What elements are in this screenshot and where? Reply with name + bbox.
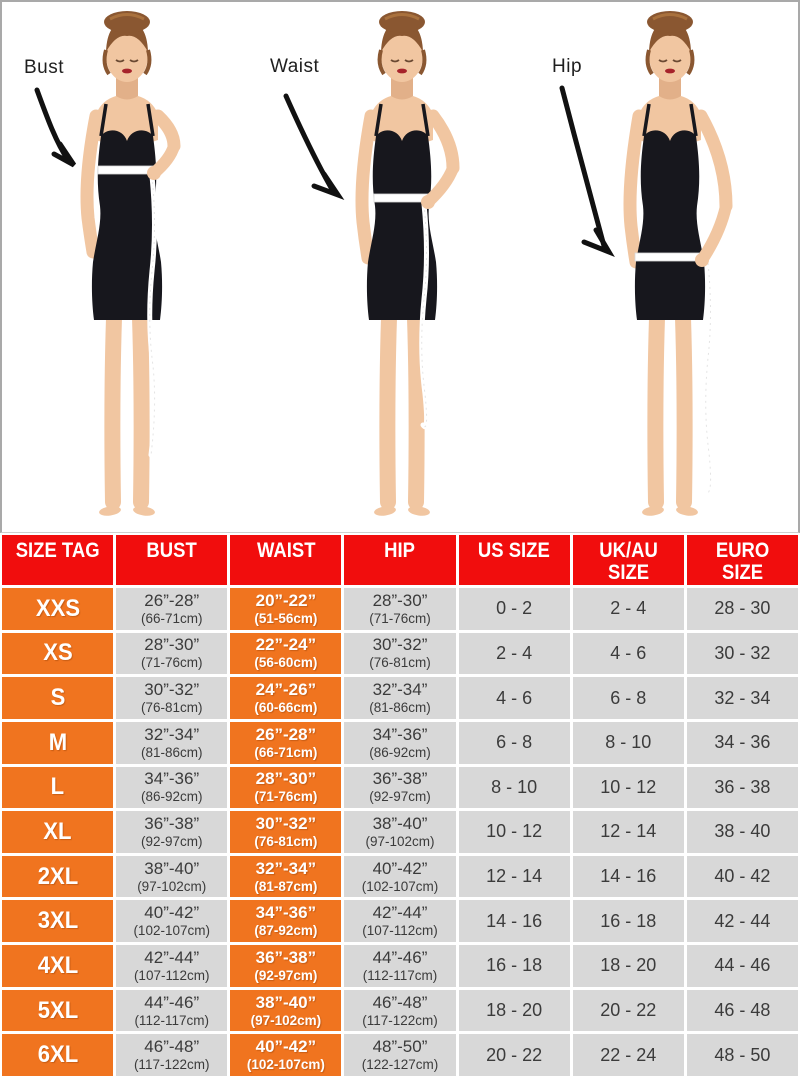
bust-cell: 40”-42” (102-107cm) (116, 900, 227, 942)
euro-size-cell: 46 - 48 (687, 990, 798, 1032)
size-chart-table (0, 533, 800, 1078)
bust-cell: 36”-38” (92-97cm) (116, 811, 227, 853)
waist-cell: 22”-24” (56-60cm) (230, 633, 341, 675)
hip-cell: 34”-36” (86-92cm) (344, 722, 455, 764)
hip-measurement-figure (545, 10, 795, 530)
bust-label: Bust (24, 57, 65, 78)
us-size-cell: 20 - 22 (459, 1034, 570, 1076)
right-leg (140, 318, 142, 502)
bust-cell: 30”-32” (76-81cm) (116, 677, 227, 719)
hip-cell: 48”-50” (122-127cm) (344, 1034, 455, 1076)
uk-au-size-cell: 12 - 14 (573, 811, 684, 853)
hip-cell: 40”-42” (102-107cm) (344, 856, 455, 898)
us-size-cell: 2 - 4 (459, 633, 570, 675)
waist-cell: 28”-30” (71-76cm) (230, 767, 341, 809)
size-tag-cell: XL (2, 811, 113, 853)
hip-cell: 44”-46” (112-117cm) (344, 945, 455, 987)
size-tag-cell: 4XL (2, 945, 113, 987)
hip-cell: 42”-44” (107-112cm) (344, 900, 455, 942)
bust-cell: 34”-36” (86-92cm) (116, 767, 227, 809)
size-tag-cell: L (2, 767, 113, 809)
header-cell-bust: BUST (116, 535, 227, 585)
waist-label: Waist (270, 56, 320, 77)
uk-au-size-cell: 18 - 20 (573, 945, 684, 987)
right-upper-arm (433, 116, 453, 168)
waist-cell: 32”-34” (81-87cm) (230, 856, 341, 898)
bust-cell: 32”-34” (81-86cm) (116, 722, 227, 764)
bust-cell: 26”-28” (66-71cm) (116, 588, 227, 630)
euro-size-cell: 38 - 40 (687, 811, 798, 853)
euro-size-cell: 32 - 34 (687, 677, 798, 719)
left-leg (387, 318, 389, 502)
uk-au-size-cell: 2 - 4 (573, 588, 684, 630)
uk-au-size-cell: 4 - 6 (573, 633, 684, 675)
waist-cell: 30”-32” (76-81cm) (230, 811, 341, 853)
right-leg (415, 318, 417, 502)
euro-size-cell: 30 - 32 (687, 633, 798, 675)
uk-au-size-cell: 22 - 24 (573, 1034, 684, 1076)
euro-size-cell: 40 - 42 (687, 856, 798, 898)
uk-au-size-cell: 6 - 8 (573, 677, 684, 719)
us-size-cell: 8 - 10 (459, 767, 570, 809)
us-size-cell: 16 - 18 (459, 945, 570, 987)
euro-size-cell: 36 - 38 (687, 767, 798, 809)
lips (397, 69, 407, 74)
left-arm (630, 116, 639, 262)
left-arm (362, 116, 371, 258)
right-upper-arm (701, 116, 726, 206)
us-size-cell: 0 - 2 (459, 588, 570, 630)
hip-cell: 30”-32” (76-81cm) (344, 633, 455, 675)
right-hand (695, 253, 709, 267)
header-cell-hip: HIP (344, 535, 455, 585)
size-tag-cell: 2XL (2, 856, 113, 898)
bust-cell: 46”-48” (117-122cm) (116, 1034, 227, 1076)
right-forearm (702, 206, 726, 260)
measurement-photo-area (0, 0, 800, 533)
header-cell-us_size: US SIZE (459, 535, 570, 585)
bust-cell: 38”-40” (97-102cm) (116, 856, 227, 898)
us-size-cell: 4 - 6 (459, 677, 570, 719)
hip-label: Hip (552, 56, 583, 77)
hip-cell: 38”-40” (97-102cm) (344, 811, 455, 853)
waist-cell: 38”-40” (97-102cm) (230, 990, 341, 1032)
euro-size-cell: 44 - 46 (687, 945, 798, 987)
header-cell-waist: WAIST (230, 535, 341, 585)
hip-cell: 46”-48” (117-122cm) (344, 990, 455, 1032)
euro-size-cell: 34 - 36 (687, 722, 798, 764)
dress (635, 130, 705, 320)
us-size-cell: 18 - 20 (459, 990, 570, 1032)
euro-size-cell: 42 - 44 (687, 900, 798, 942)
woman-illustration (545, 10, 795, 530)
lips (122, 69, 132, 74)
waist-cell: 40”-42” (102-107cm) (230, 1034, 341, 1076)
left-leg (112, 318, 114, 502)
header-cell-euro_size: EURO SIZE (687, 535, 798, 585)
waist-cell: 34”-36” (87-92cm) (230, 900, 341, 942)
uk-au-size-cell: 16 - 18 (573, 900, 684, 942)
bust-cell: 44”-46” (112-117cm) (116, 990, 227, 1032)
waist-measurement-figure (277, 10, 527, 530)
size-tag-cell: S (2, 677, 113, 719)
bust-cell: 28”-30” (71-76cm) (116, 633, 227, 675)
uk-au-size-cell: 20 - 22 (573, 990, 684, 1032)
bust-measurement-figure (2, 10, 252, 530)
euro-size-cell: 28 - 30 (687, 588, 798, 630)
uk-au-size-cell: 8 - 10 (573, 722, 684, 764)
right-leg (683, 318, 685, 502)
waist-cell: 26”-28” (66-71cm) (230, 722, 341, 764)
lips (665, 69, 675, 74)
bust-cell: 42”-44” (107-112cm) (116, 945, 227, 987)
hip-cell: 36”-38” (92-97cm) (344, 767, 455, 809)
size-tag-cell: XS (2, 633, 113, 675)
size-tag-cell: XXS (2, 588, 113, 630)
woman-illustration (277, 10, 527, 530)
us-size-cell: 10 - 12 (459, 811, 570, 853)
euro-size-cell: 48 - 50 (687, 1034, 798, 1076)
right-hand (421, 195, 435, 209)
hip-cell: 28”-30” (71-76cm) (344, 588, 455, 630)
size-tag-cell: 5XL (2, 990, 113, 1032)
left-arm (87, 116, 96, 252)
waist-cell: 36”-38” (92-97cm) (230, 945, 341, 987)
waist-cell: 24”-26” (60-66cm) (230, 677, 341, 719)
size-tag-cell: 6XL (2, 1034, 113, 1076)
hip-cell: 32”-34” (81-86cm) (344, 677, 455, 719)
us-size-cell: 6 - 8 (459, 722, 570, 764)
us-size-cell: 12 - 14 (459, 856, 570, 898)
header-cell-size_tag: SIZE TAG (2, 535, 113, 585)
size-tag-cell: 3XL (2, 900, 113, 942)
size-tag-cell: M (2, 722, 113, 764)
uk-au-size-cell: 10 - 12 (573, 767, 684, 809)
waist-cell: 20”-22” (51-56cm) (230, 588, 341, 630)
left-leg (655, 318, 657, 502)
right-hand (147, 166, 161, 180)
woman-illustration (2, 10, 252, 530)
uk-au-size-cell: 14 - 16 (573, 856, 684, 898)
us-size-cell: 14 - 16 (459, 900, 570, 942)
header-cell-uk_au_size: UK/AU SIZE (573, 535, 684, 585)
